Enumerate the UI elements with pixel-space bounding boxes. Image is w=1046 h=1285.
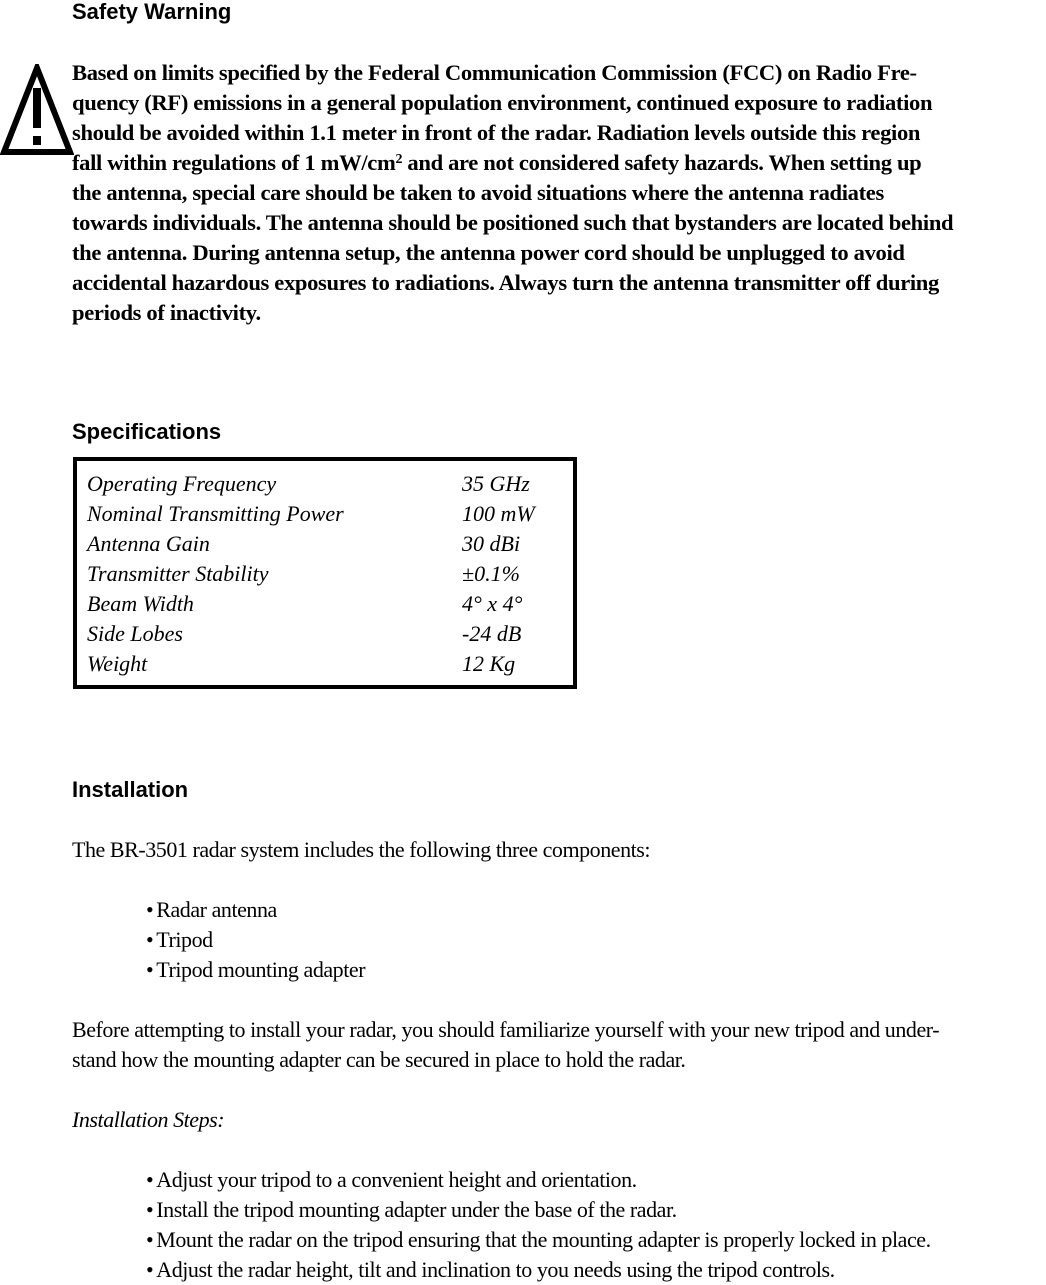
list-item: • Radar antenna [146, 895, 365, 925]
list-item: • Mount the radar on the tripod ensuring that the mounting adapter is properly locked in place. [146, 1225, 931, 1255]
installation-before-line: stand how the mounting adapter can be secured in place to hold the radar. [72, 1047, 686, 1072]
spec-label: Beam Width [87, 591, 194, 616]
installation-intro: The BR-3501 radar system includes the following three components: [72, 837, 651, 862]
warning-line: Based on limits specified by the Federal Communication Commission (FCC) on Radio Fre- [72, 60, 917, 85]
spec-value: 30 dBi [462, 531, 521, 556]
list-item: • Adjust your tripod to a convenient height and orientation. [146, 1165, 931, 1195]
warning-line [72, 148, 1046, 178]
installation-heading: Installation [72, 777, 189, 802]
installation-steps-list [146, 1165, 931, 1285]
warning-line: quency (RF) emissions in a general population environment, continued exposure to radiation [72, 90, 933, 115]
spec-row [87, 589, 523, 619]
warning-line: the antenna, special care should be taken to avoid situations where the antenna radiates [72, 180, 884, 205]
spec-label: Antenna Gain [87, 531, 210, 556]
warning-line: accidental hazardous exposures to radiations. Always turn the antenna transmitter off during [72, 270, 939, 295]
installation-before-line: Before attempting to install your radar, you should familiarize yourself with your new tripod and under- [72, 1017, 940, 1042]
list-item: • Adjust the radar height, tilt and inclination to you needs using the tripod controls. [146, 1255, 931, 1285]
spec-value: ±0.1% [462, 561, 520, 586]
warning-line-start: fall within regulations of 1 mW/cm [72, 150, 396, 175]
spec-label: Operating Frequency [87, 471, 277, 496]
spec-label: Side Lobes [87, 621, 183, 646]
warning-line: should be avoided within 1.1 meter in front of the radar. Radiation levels outside this region [72, 120, 921, 145]
list-item: • Tripod mounting adapter [146, 955, 365, 985]
spec-row [87, 469, 530, 499]
spec-row [87, 529, 521, 559]
spec-label: Weight [87, 651, 148, 676]
components-list [146, 895, 365, 985]
warning-triangle-icon [0, 64, 74, 156]
installation-steps-heading: Installation Steps: [72, 1107, 225, 1132]
spec-value: 100 mW [462, 501, 535, 526]
spec-row [87, 619, 522, 649]
specifications-heading: Specifications [72, 419, 222, 444]
warning-line: towards individuals. The antenna should be positioned such that bystanders are located behind [72, 210, 954, 235]
safety-warning-heading: Safety Warning [72, 0, 232, 24]
warning-line: periods of inactivity. [72, 300, 261, 325]
spec-label: Transmitter Stability [87, 561, 269, 586]
spec-row [87, 499, 535, 529]
spec-value: 12 Kg [462, 651, 516, 676]
superscript: 2 [395, 152, 403, 167]
safety-warning-text [72, 58, 1046, 328]
warning-line: the antenna. During antenna setup, the antenna power cord should be unplugged to avoid [72, 240, 905, 265]
spec-row [87, 559, 520, 589]
spec-value: -24 dB [462, 621, 522, 646]
warning-line-end: and are not considered safety hazards. When setting up [402, 150, 922, 175]
spec-label: Nominal Transmitting Power [87, 501, 344, 526]
specifications-table [73, 457, 577, 689]
spec-value: 4° x 4° [462, 591, 523, 616]
list-item: • Install the tripod mounting adapter under the base of the radar. [146, 1195, 931, 1225]
list-item: • Tripod [146, 925, 365, 955]
spec-row [87, 649, 516, 679]
spec-value: 35 GHz [462, 471, 530, 496]
